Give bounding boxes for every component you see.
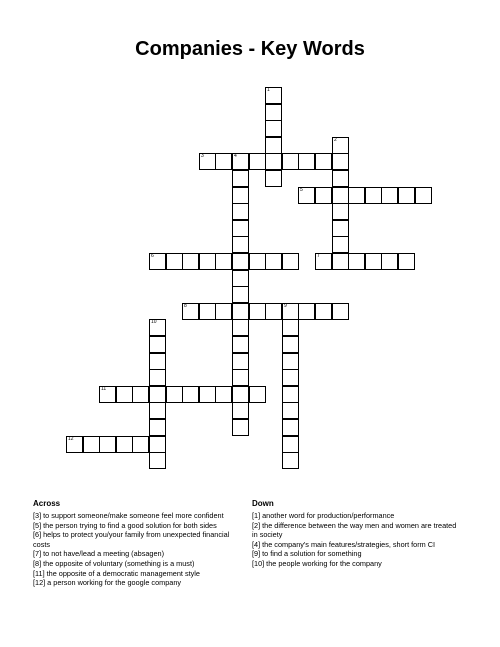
clue-number: [9] (252, 549, 261, 559)
across-clue (33, 511, 248, 521)
grid-cell[interactable] (232, 419, 249, 436)
clue-text: to not have/lead a meeting (absagen) (43, 549, 165, 559)
grid-cell[interactable] (332, 137, 349, 154)
grid-cell[interactable] (232, 170, 249, 187)
grid-cell[interactable] (282, 353, 299, 370)
grid-cell[interactable] (232, 236, 249, 253)
grid-cell[interactable] (166, 253, 183, 270)
grid-cell[interactable] (149, 386, 166, 403)
grid-cell[interactable] (282, 253, 299, 270)
grid-cell[interactable] (199, 253, 216, 270)
across-clue (33, 569, 248, 579)
grid-cell[interactable] (232, 386, 249, 403)
grid-cell[interactable] (232, 303, 249, 320)
cell-number: 11 (101, 386, 107, 392)
across-heading: Across (33, 499, 61, 508)
grid-cell[interactable] (132, 386, 149, 403)
grid-cell[interactable] (232, 402, 249, 419)
grid-cell[interactable] (249, 153, 266, 170)
grid-cell[interactable] (232, 153, 249, 170)
grid-cell[interactable] (365, 187, 382, 204)
clue-number: [5] (33, 520, 42, 530)
grid-cell[interactable] (99, 436, 116, 453)
grid-cell[interactable] (232, 336, 249, 353)
grid-cell[interactable] (398, 253, 415, 270)
clue-text: the company's main features/strategies, short form CI (262, 539, 436, 549)
grid-cell[interactable] (332, 253, 349, 270)
grid-cell[interactable] (182, 386, 199, 403)
across-clues (33, 499, 248, 588)
grid-cell[interactable] (332, 203, 349, 220)
cell-number: 1 (267, 87, 270, 93)
clue-text: the person trying to find a good solution for both sides (43, 520, 217, 530)
clue-number: [7] (33, 549, 42, 559)
grid-cell[interactable] (232, 319, 249, 336)
grid-cell[interactable] (149, 436, 166, 453)
grid-cell[interactable] (265, 137, 282, 154)
clue-number: [2] (252, 520, 261, 530)
grid-cell[interactable] (265, 87, 282, 104)
grid-cell[interactable] (332, 236, 349, 253)
grid-cell[interactable] (365, 253, 382, 270)
clue-number: [4] (252, 539, 261, 549)
grid-cell[interactable] (149, 319, 166, 336)
cell-number: 4 (234, 153, 237, 159)
clue-text: the difference between the way men and women are treated in society (252, 520, 457, 540)
grid-cell[interactable] (282, 319, 299, 336)
grid-cell[interactable] (381, 187, 398, 204)
grid-cell[interactable] (348, 187, 365, 204)
grid-cell[interactable] (265, 170, 282, 187)
grid-cell[interactable] (182, 253, 199, 270)
grid-cell[interactable] (282, 436, 299, 453)
grid-cell[interactable] (332, 303, 349, 320)
down-clue (252, 511, 457, 521)
page-title: Companies - Key Words (135, 38, 365, 60)
clue-number: [6] (33, 530, 42, 540)
across-clue-list (33, 511, 248, 588)
grid-cell[interactable] (282, 386, 299, 403)
grid-cell[interactable] (232, 203, 249, 220)
down-clue (252, 521, 457, 540)
grid-cell[interactable] (282, 369, 299, 386)
grid-cell[interactable] (265, 303, 282, 320)
grid-cell[interactable] (199, 386, 216, 403)
grid-cell[interactable] (282, 402, 299, 419)
clue-number: [10] (252, 558, 265, 568)
down-clue (252, 549, 457, 559)
grid-cell[interactable] (199, 153, 216, 170)
grid-cell[interactable] (332, 153, 349, 170)
grid-cell[interactable] (149, 402, 166, 419)
clue-text: another word for production/performance (262, 511, 395, 520)
across-clue (33, 549, 248, 559)
clue-text: the people working for the company (266, 558, 382, 568)
cell-number: 12 (68, 436, 74, 442)
cell-number: 6 (151, 253, 154, 259)
grid-cell[interactable] (381, 253, 398, 270)
grid-cell[interactable] (265, 104, 282, 121)
grid-cell[interactable] (249, 253, 266, 270)
grid-cell[interactable] (149, 336, 166, 353)
grid-cell[interactable] (116, 386, 133, 403)
clue-number: [8] (33, 558, 42, 568)
grid-cell[interactable] (66, 436, 83, 453)
grid-cell[interactable] (232, 187, 249, 204)
across-clue (33, 559, 248, 569)
grid-cell[interactable] (298, 187, 315, 204)
down-clue (252, 540, 457, 550)
grid-cell[interactable] (282, 336, 299, 353)
grid-cell[interactable] (149, 452, 166, 469)
grid-cell[interactable] (83, 436, 100, 453)
down-clues (252, 499, 457, 569)
across-clue (33, 521, 248, 531)
grid-cell[interactable] (99, 386, 116, 403)
grid-cell[interactable] (215, 153, 232, 170)
grid-cell[interactable] (249, 386, 266, 403)
grid-cell[interactable] (265, 253, 282, 270)
grid-cell[interactable] (265, 120, 282, 137)
grid-cell[interactable] (232, 220, 249, 237)
grid-cell[interactable] (282, 303, 299, 320)
down-heading: Down (252, 499, 274, 508)
grid-cell[interactable] (282, 452, 299, 469)
grid-cell[interactable] (215, 386, 232, 403)
grid-cell[interactable] (149, 369, 166, 386)
cell-number: 9 (284, 303, 287, 309)
grid-cell[interactable] (182, 303, 199, 320)
grid-cell[interactable] (132, 436, 149, 453)
grid-cell[interactable] (315, 253, 332, 270)
clue-text: helps to protect you/your family from unexpected financial costs (33, 530, 230, 549)
grid-cell[interactable] (315, 153, 332, 170)
grid-cell[interactable] (166, 386, 183, 403)
cell-number: 3 (201, 153, 204, 159)
cell-number: 2 (334, 137, 337, 143)
clue-number: [3] (33, 511, 42, 520)
grid-cell[interactable] (149, 419, 166, 436)
grid-cell[interactable] (232, 286, 249, 303)
grid-cell[interactable] (332, 220, 349, 237)
grid-cell[interactable] (282, 419, 299, 436)
grid-cell[interactable] (232, 353, 249, 370)
grid-cell[interactable] (116, 436, 133, 453)
grid-cell[interactable] (265, 153, 282, 170)
grid-cell[interactable] (398, 187, 415, 204)
down-clue (252, 559, 457, 569)
across-clue (33, 530, 248, 549)
grid-cell[interactable] (315, 187, 332, 204)
cell-number: 10 (151, 319, 157, 325)
down-clue-list (252, 511, 457, 569)
grid-cell[interactable] (348, 253, 365, 270)
clue-number: [1] (252, 511, 261, 520)
grid-cell[interactable] (232, 369, 249, 386)
grid-cell[interactable] (149, 353, 166, 370)
grid-cell[interactable] (315, 303, 332, 320)
grid-cell[interactable] (332, 170, 349, 187)
grid-cell[interactable] (215, 303, 232, 320)
cell-number: 8 (184, 303, 187, 309)
clue-text: the opposite of a democratic management style (46, 568, 200, 578)
grid-cell[interactable] (415, 187, 432, 204)
clue-text: a person working for the google company (47, 578, 182, 588)
cell-number: 5 (300, 187, 303, 193)
clue-text: the opposite of voluntary (something is a must) (43, 558, 195, 568)
grid-cell[interactable] (298, 153, 315, 170)
grid-cell[interactable] (332, 187, 349, 204)
grid-cell[interactable] (149, 253, 166, 270)
clue-text: to support someone/make someone feel more confident (43, 511, 224, 520)
grid-cell[interactable] (215, 253, 232, 270)
grid-cell[interactable] (232, 270, 249, 287)
clue-number: [11] (33, 568, 45, 578)
cell-number: 7 (317, 253, 320, 259)
grid-cell[interactable] (249, 303, 266, 320)
grid-cell[interactable] (298, 303, 315, 320)
grid-cell[interactable] (232, 253, 249, 270)
across-clue (33, 578, 248, 588)
clue-number: [12] (33, 578, 46, 588)
clue-text: to find a solution for something (262, 549, 362, 559)
grid-cell[interactable] (282, 153, 299, 170)
grid-cell[interactable] (199, 303, 216, 320)
